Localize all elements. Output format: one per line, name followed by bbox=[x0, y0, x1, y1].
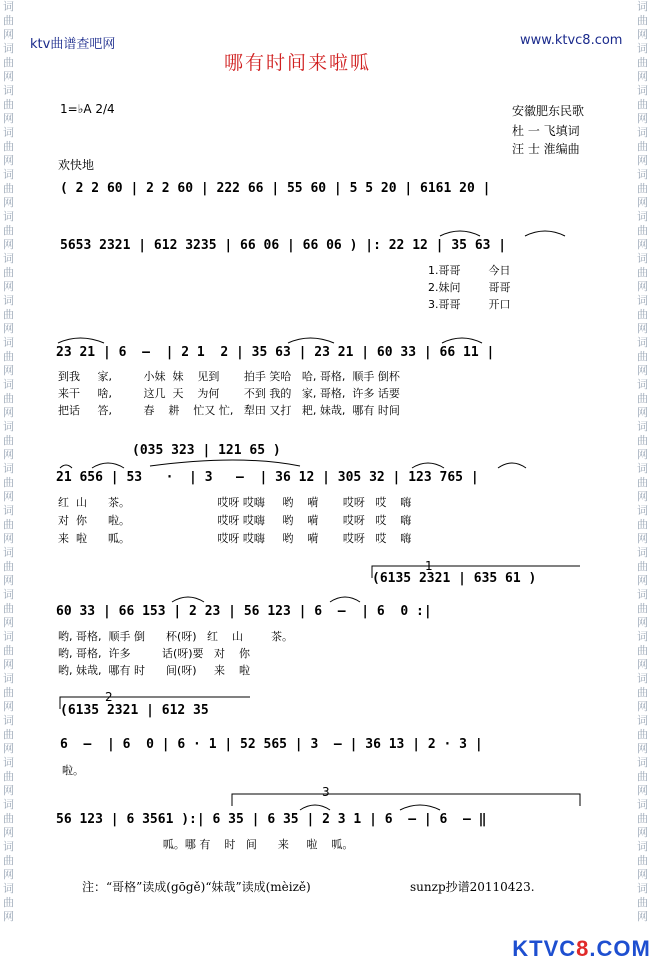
volta-3-label: 3 bbox=[322, 785, 330, 799]
slur-line-4d bbox=[412, 463, 444, 468]
site-name-left: ktv曲谱查吧网 bbox=[30, 37, 116, 52]
lyrics-line-6: 啦。 bbox=[62, 764, 84, 777]
lyrics-line-7: 呱。哪 有 时 间 来 啦 呱。 bbox=[58, 838, 354, 851]
staff-line-2: 5653 2321 | 612 3235 | 66 06 | 66 06 ) |: 22 12 | 35 63 | bbox=[60, 238, 507, 253]
tempo-marking: 欢快地 bbox=[58, 158, 95, 172]
staff-line-5-intro: (6135 2321 | 635 61 ) bbox=[372, 571, 537, 586]
song-title: 哪有时间来啦呱 bbox=[224, 52, 372, 74]
lyrics-line-4-verse-2: 对 你 啦。 哎呀 哎嗨 哟 嗬 哎呀 哎 嗨 bbox=[58, 514, 412, 527]
slur-line-3a bbox=[58, 338, 104, 343]
origin-credit: 安徽肥东民歌 bbox=[512, 104, 585, 118]
logo-eight: 8 bbox=[576, 936, 590, 961]
lyrics-line-4-verse-1: 红 山 茶。 哎呀 哎嗨 哟 嗬 哎呀 哎 嗨 bbox=[58, 496, 412, 509]
logo-tv: TV bbox=[529, 936, 560, 961]
key-signature: 1=♭A 2/4 bbox=[60, 102, 115, 116]
volta-2-label: 2 bbox=[105, 690, 113, 704]
volta-3-bracket bbox=[232, 794, 580, 806]
lyrics-line-4-verse-3: 来 啦 呱。 哎呀 哎嗨 哟 嗬 哎呀 哎 嗨 bbox=[58, 532, 412, 545]
slur-line-7a bbox=[300, 805, 330, 810]
staff-line-3: 23 21 | 6 – | 2 1 2 | 35 63 | 23 21 | 60 33 | 66 11 | bbox=[56, 345, 495, 360]
slur-line-2b bbox=[525, 231, 565, 236]
staff-line-5: 60 33 | 66 153 | 2 23 | 56 123 | 6 – | 6 0 :| bbox=[56, 604, 432, 619]
slur-line-3b bbox=[288, 338, 334, 343]
slur-line-4a bbox=[60, 465, 72, 468]
lyrics-line-3-verse-2: 来干 啥, 这几 天 为何 不到 我的 家, 哥格, 许多 话要 bbox=[58, 387, 400, 400]
site-url-right: www.ktvc8.com bbox=[520, 33, 623, 48]
ktvc8-logo bbox=[498, 910, 651, 962]
staff-line-6-intro: (6135 2321 | 612 35 bbox=[60, 703, 209, 718]
staff-line-6: 6 – | 6 0 | 6 · 1 | 52 565 | 3 – | 36 13 | 2 · 3 | bbox=[60, 737, 483, 752]
logo-dot: . bbox=[589, 936, 597, 961]
logo-c: C bbox=[559, 936, 577, 961]
staff-line-4: 21 656 | 53 · | 3 – | 36 12 | 305 32 | 123 765 | bbox=[56, 470, 479, 485]
slur-line-4c bbox=[150, 460, 300, 466]
slur-line-3c bbox=[442, 338, 482, 343]
lyrics-line-3-verse-1: 到我 家, 小妹 妹 见到 拍手 笑哈 哈, 哥格, 顺手 倒杯 bbox=[58, 370, 400, 383]
pronunciation-footnote: 注：“哥格”读成(gōgě)“妹哉”读成(mèizě) bbox=[82, 880, 311, 894]
slur-line-5a bbox=[172, 597, 204, 602]
logo-k: K bbox=[512, 936, 530, 961]
slur-line-4b bbox=[92, 463, 124, 468]
watermark-right: 词曲网词曲网词曲网词曲网词曲网词曲网词曲网词曲网词曲网词曲网词曲网词曲网词曲网词曲网词曲网词曲网词曲网词曲网词曲网词曲网词曲网词曲网 bbox=[637, 0, 648, 923]
staff-line-1: ( 2 2 60 | 2 2 60 | 222 66 | 55 60 | 5 5 20 | 6161 20 | bbox=[60, 181, 491, 196]
lyrics-line-3-verse-3: 把话 答, 春 耕 忙又 忙, 犁田 又打 耙, 妹哉, 哪有 时间 bbox=[58, 404, 400, 417]
lyrics-line-5-verse-3: 哟, 妹哉, 哪有 时 间(呀) 来 啦 bbox=[58, 664, 251, 677]
slur-line-2 bbox=[440, 231, 480, 236]
lyrics-line-5-verse-2: 哟, 哥格, 许多 话(呀)要 对 你 bbox=[58, 647, 251, 660]
lyrics-line-2-verse-3: 3.哥哥 开口 bbox=[428, 298, 511, 311]
lyricist-credit: 杜 一 飞填词 bbox=[512, 124, 580, 138]
lyrics-line-2-verse-2: 2.妹问 哥哥 bbox=[428, 281, 511, 294]
slur-line-4e bbox=[498, 463, 526, 468]
lyrics-line-5-verse-1: 哟, 哥格, 顺手 倒 杯(呀) 红 山 茶。 bbox=[58, 630, 293, 643]
staff-line-4-intro: (035 323 | 121 65 ) bbox=[132, 443, 281, 458]
staff-line-7: 56 123 | 6 3561 ):| 6 35 | 6 35 | 2 3 1 | 6 – | 6 – ‖ bbox=[56, 812, 487, 827]
slur-line-5b bbox=[330, 597, 360, 602]
composer-credit: 汪 士 淮编曲 bbox=[512, 142, 580, 156]
volta-1-label: 1 bbox=[425, 559, 433, 573]
transcriber-note: sunzp抄谱20110423. bbox=[410, 880, 535, 894]
watermark-left: 词曲网词曲网词曲网词曲网词曲网词曲网词曲网词曲网词曲网词曲网词曲网词曲网词曲网词曲网词曲网词曲网词曲网词曲网词曲网词曲网词曲网词曲网 bbox=[3, 0, 14, 923]
slur-line-7b bbox=[400, 805, 440, 810]
lyrics-line-2-verse-1: 1.哥哥 今日 bbox=[428, 264, 511, 277]
logo-com: COM bbox=[596, 936, 651, 961]
